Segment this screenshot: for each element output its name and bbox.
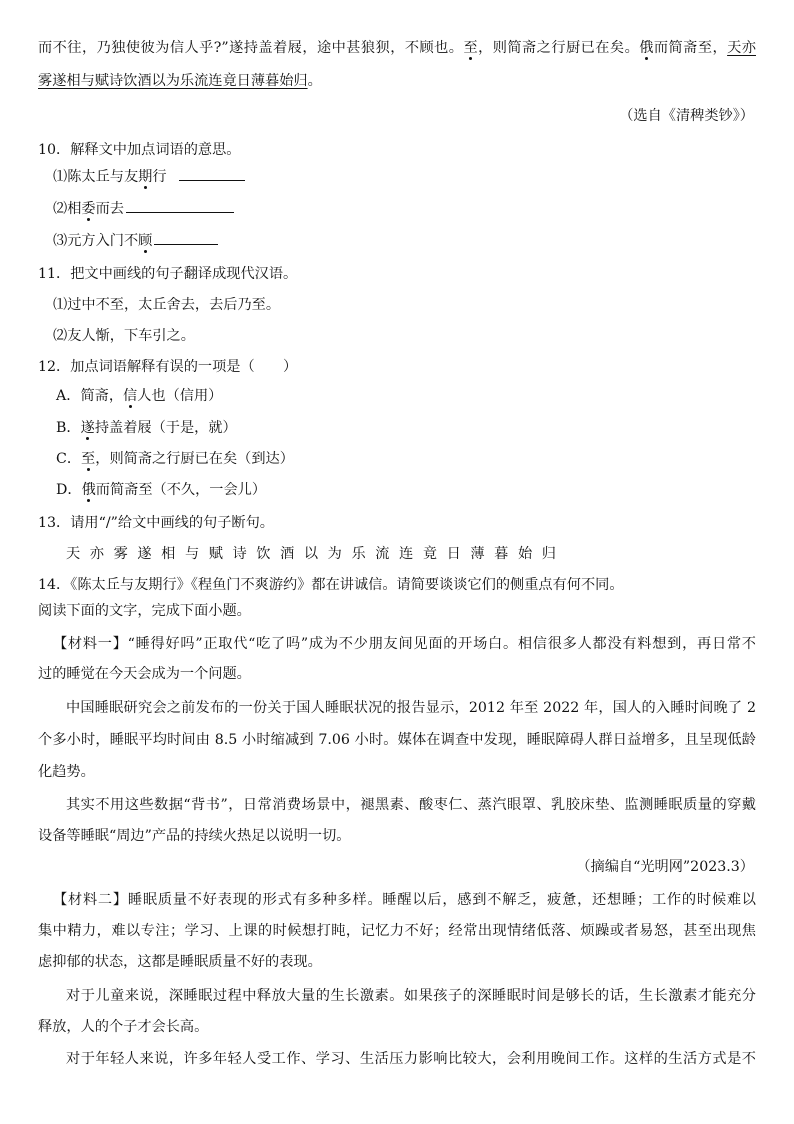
q13-sentence: 天亦雾遂相与赋诗饮酒以为乐流连竟日薄暮始归 xyxy=(66,546,566,562)
dotted-word: 俄 xyxy=(81,482,96,498)
material-text: “睡得好吗”正取代“吃了吗”成为不少朋友间见面的开场白。相信很多人都没有料想到，再日常不 xyxy=(127,636,756,652)
passage-text: 。 xyxy=(307,73,322,89)
passage-text: 而简斋至， xyxy=(653,40,728,56)
answer-blank[interactable] xyxy=(154,230,218,245)
option-label: D． xyxy=(56,482,82,498)
dotted-word: 顾 xyxy=(138,233,153,249)
q11-item-2: ⑵友人惭，下车引之。 xyxy=(53,328,195,344)
item-text: 相 xyxy=(67,201,82,217)
option-label: C． xyxy=(56,451,82,467)
item-text: 陈太丘与友 xyxy=(67,169,139,185)
question-11-stem: 11．把文中画线的句子翻译成现代汉语。 xyxy=(38,266,298,282)
option-text: 持盖着屐（于是，就） xyxy=(94,420,237,436)
material-1-line-2: 过的睡觉在今天会成为一个问题。 xyxy=(38,666,251,682)
passage-text: 而不往，乃独使彼为信人乎?”遂持盖着屐，途中甚狼狈，不顾也。 xyxy=(38,40,464,56)
material-1-p2-line-3: 化趋势。 xyxy=(38,764,95,780)
underlined-sentence: 天亦 xyxy=(727,40,756,56)
option-text: 人也（信用） xyxy=(137,388,223,404)
passage-source: （选自《清稗类钞》） xyxy=(619,108,754,124)
material-1-p3-line-1: 其实不用这些数据“背书”，日常消费场景中，褪黑素、酸枣仁、蒸汽眼罩、乳胶床垫、监测睡眠质量的穿戴 xyxy=(66,797,756,813)
q12-option-a[interactable] xyxy=(56,385,222,407)
dotted-word: 至 xyxy=(463,40,479,56)
reading-intro: 阅读下面的文字，完成下面小题。 xyxy=(38,603,251,619)
option-label: B． xyxy=(56,420,81,436)
question-13-stem: 13．请用“/”给文中画线的句子断句。 xyxy=(38,515,274,531)
question-12-stem: 12．加点词语解释有误的一项是（ ） xyxy=(38,359,298,375)
material-tag: 【材料二】 xyxy=(53,892,128,908)
material-1-p2-line-1: 中国睡眠研究会之前发布的一份关于国人睡眠状况的报告显示，2012 年至 2022 年，国人的入睡时间晚了 2 xyxy=(66,700,756,716)
option-text: 简斋， xyxy=(80,388,124,404)
dotted-word: 遂 xyxy=(80,420,95,436)
option-label: A． xyxy=(56,388,81,404)
material-2-p3-line-1: 对于年轻人来说，许多年轻人受工作、学习、生活压力影响比较大，会利用晚间工作。这样的生活方式是不 xyxy=(66,1051,756,1067)
q12-option-b[interactable] xyxy=(56,417,237,439)
item-number: ⑵ xyxy=(53,201,68,217)
material-1-line-1 xyxy=(53,633,756,655)
dotted-word: 信 xyxy=(123,388,138,404)
answer-blank[interactable] xyxy=(126,198,234,213)
q12-option-d[interactable] xyxy=(56,479,266,501)
question-10-stem: 10．解释文中加点词语的意思。 xyxy=(38,142,241,158)
passage-line-1 xyxy=(38,37,756,59)
item-number: ⑴ xyxy=(53,169,68,185)
q10-item-2 xyxy=(53,198,234,220)
q11-item-1: ⑴过中不至，太丘舍去，去后乃至。 xyxy=(53,297,281,313)
item-text: 行 xyxy=(152,169,167,185)
material-text: 睡眠质量不好表现的形式有多种多样。睡醒以后，感到不解乏，疲惫，还想睡；工作的时候难以 xyxy=(127,892,756,908)
passage-text: ，则简斋之行厨已在矣。 xyxy=(478,40,640,56)
question-14-stem: 14．《陈太丘与友期行》《程鱼门不爽游约》都在讲诚信。请简要谈谈它们的侧重点有何不同。 xyxy=(38,577,624,593)
item-text: 而去 xyxy=(95,201,124,217)
answer-blank[interactable] xyxy=(179,166,245,181)
material-1-p3-line-2: 设备等睡眠“周边”产品的持续火热足以说明一切。 xyxy=(38,828,351,844)
dotted-word: 委 xyxy=(81,201,96,217)
material-2-line-1 xyxy=(53,889,756,911)
q10-item-3 xyxy=(53,230,218,252)
option-text: ，则简斋之行厨已在矣（到达） xyxy=(95,451,294,467)
dotted-word: 至 xyxy=(81,451,96,467)
q10-item-1 xyxy=(53,166,245,188)
dotted-word: 俄 xyxy=(639,40,654,56)
q12-option-c[interactable] xyxy=(56,448,294,470)
material-2-p2-line-1: 对于儿童来说，深睡眠过程中释放大量的生长激素。如果孩子的深睡眠时间是够长的话，生长激素才能充分 xyxy=(66,988,756,1004)
item-text: 元方入门不 xyxy=(67,233,139,249)
item-number: ⑶ xyxy=(53,233,68,249)
material-2-p2-line-2: 释放，人的个子才会长高。 xyxy=(38,1019,209,1035)
option-text: 而简斋至（不久，一会儿） xyxy=(95,482,267,498)
material-2-line-2: 集中精力，难以专注；学习、上课的时候想打盹，记忆力不好；经常出现情绪低落、烦躁或者易怒，甚至出现焦 xyxy=(38,923,756,939)
underlined-sentence: 雾遂相与赋诗饮酒以为乐流连竟日薄暮始归 xyxy=(38,73,308,89)
material-2-line-3: 虑抑郁的状态，这都是睡眠质量不好的表现。 xyxy=(38,954,322,970)
material-1-source: （摘编自“光明网”2023.3） xyxy=(576,859,754,875)
material-tag: 【材料一】 xyxy=(53,636,128,652)
material-1-p2-line-2: 个多小时，睡眠平均时间由 8.5 小时缩减到 7.06 小时。媒体在调查中发现，睡眠障碍人群日益增多，且呈现低龄 xyxy=(38,732,756,748)
dotted-word: 期 xyxy=(138,169,153,185)
passage-line-2 xyxy=(38,70,322,92)
